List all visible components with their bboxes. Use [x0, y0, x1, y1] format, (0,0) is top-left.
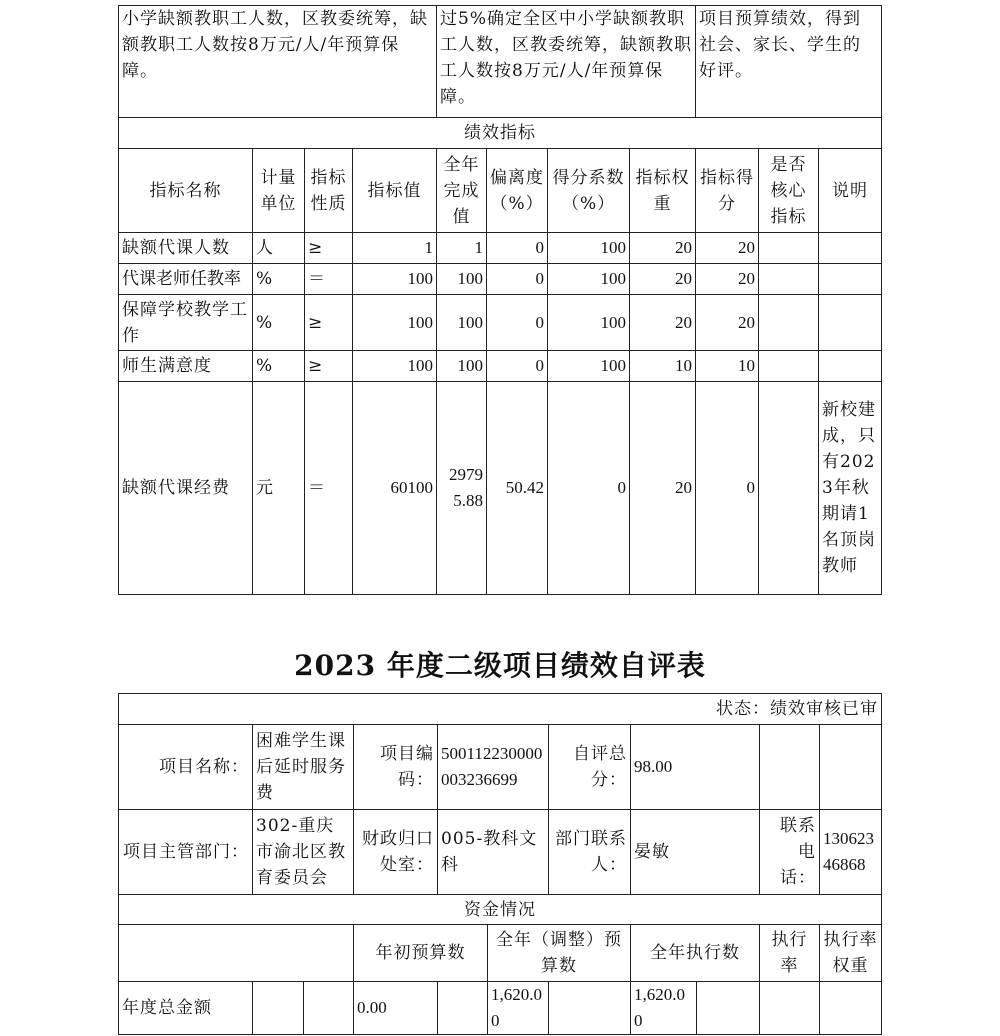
project-code: 500112230000003236699	[438, 725, 549, 810]
empty-cell	[820, 982, 882, 1035]
row-deviation: 0	[487, 351, 548, 382]
row-coefficient: 100	[548, 264, 630, 295]
perf-section-title: 绩效指标	[119, 118, 882, 149]
row-weight: 20	[630, 382, 696, 595]
status-badge: 状态：绩效审核已审	[119, 694, 882, 725]
row-core	[759, 382, 819, 595]
row-name: 代课老师任教率	[119, 264, 253, 295]
header-coefficient: 得分系数（%）	[548, 149, 630, 233]
funds-header-row	[119, 925, 882, 982]
performance-table	[118, 5, 882, 595]
adjusted-budget: 1,620.00	[488, 982, 549, 1035]
row-score: 20	[696, 295, 759, 351]
row-nature: ≥	[305, 233, 353, 264]
row-unit: %	[253, 264, 305, 295]
row-core	[759, 233, 819, 264]
row-done: 29795.88	[437, 382, 487, 595]
row-done: 100	[437, 351, 487, 382]
row-name: 保障学校教学工作	[119, 295, 253, 351]
table-row	[119, 233, 882, 264]
header-deviation: 偏离度（%）	[487, 149, 548, 233]
department-row	[119, 810, 882, 895]
row-note	[819, 295, 882, 351]
description-col2: 过5%确定全区中小学缺额教职工人数，区教委统筹，缺额教职工人数按8万元/人/年预算保障。	[437, 6, 696, 118]
row-deviation: 0	[487, 264, 548, 295]
row-coefficient: 0	[548, 382, 630, 595]
empty-cell	[820, 725, 882, 810]
description-col1: 小学缺额教职工人数，区教委统筹，缺额教职工人数按8万元/人/年预算保障。	[119, 6, 437, 118]
row-unit: %	[253, 295, 305, 351]
header-initial-budget: 年初预算数	[354, 925, 488, 982]
row-deviation: 0	[487, 295, 548, 351]
header-nature: 指标性质	[305, 149, 353, 233]
header-value: 指标值	[353, 149, 437, 233]
header-exec-rate: 执行率	[760, 925, 820, 982]
total-label: 年度总金额	[119, 982, 253, 1035]
row-score: 20	[696, 233, 759, 264]
row-score: 0	[696, 382, 759, 595]
description-row	[119, 6, 882, 118]
contact-label: 部门联系人：	[549, 810, 631, 895]
project-name-label: 项目名称：	[119, 725, 253, 810]
funds-section-title: 资金情况	[119, 895, 882, 925]
row-score: 10	[696, 351, 759, 382]
table-row	[119, 264, 882, 295]
executed-amount: 1,620.00	[631, 982, 697, 1035]
row-nature: ＝	[305, 382, 353, 595]
row-done: 1	[437, 233, 487, 264]
row-note: 新校建成，只有2023年秋期请1名顶岗教师	[819, 382, 882, 595]
dept-label: 项目主管部门：	[119, 810, 253, 895]
perf-header-row	[119, 149, 882, 233]
empty-cell	[760, 982, 820, 1035]
empty-cell	[760, 725, 820, 810]
row-name: 师生满意度	[119, 351, 253, 382]
row-coefficient: 100	[548, 295, 630, 351]
row-value: 60100	[353, 382, 437, 595]
empty-cell	[119, 925, 354, 982]
header-done: 全年完成值	[437, 149, 487, 233]
row-value: 100	[353, 351, 437, 382]
row-weight: 20	[630, 295, 696, 351]
row-name: 缺额代课人数	[119, 233, 253, 264]
header-note: 说明	[819, 149, 882, 233]
row-nature: ≥	[305, 295, 353, 351]
project-info-row	[119, 725, 882, 810]
phone-value: 13062346868	[820, 810, 882, 895]
page-title: 2023 年度二级项目绩效自评表	[294, 649, 706, 682]
finance-label: 财政归口处室：	[354, 810, 438, 895]
self-evaluation-table	[118, 693, 882, 1035]
empty-cell	[304, 982, 354, 1035]
self-score-label: 自评总分：	[549, 725, 631, 810]
table-row	[119, 351, 882, 382]
row-score: 20	[696, 264, 759, 295]
initial-budget: 0.00	[354, 982, 438, 1035]
row-note	[819, 264, 882, 295]
project-name: 困难学生课后延时服务费	[253, 725, 354, 810]
row-unit: %	[253, 351, 305, 382]
description-col3: 项目预算绩效，得到社会、家长、学生的好评。	[696, 6, 882, 118]
row-core	[759, 264, 819, 295]
empty-cell	[438, 982, 488, 1035]
header-score: 指标得分	[696, 149, 759, 233]
row-deviation: 50.42	[487, 382, 548, 595]
dept-value: 302-重庆市渝北区教育委员会	[253, 810, 354, 895]
phone-label: 联系电话：	[760, 810, 820, 895]
empty-cell	[697, 982, 760, 1035]
row-nature: ≥	[305, 351, 353, 382]
header-executed: 全年执行数	[631, 925, 760, 982]
empty-cell	[253, 982, 304, 1035]
project-code-label: 项目编码：	[354, 725, 438, 810]
header-adjusted-budget: 全年（调整）预算数	[488, 925, 631, 982]
row-core	[759, 295, 819, 351]
row-weight: 20	[630, 264, 696, 295]
header-exec-rate-weight: 执行率权重	[820, 925, 882, 982]
table-row	[119, 382, 882, 595]
finance-value: 005-教科文科	[438, 810, 549, 895]
header-weight: 指标权重	[630, 149, 696, 233]
row-weight: 20	[630, 233, 696, 264]
row-nature: ＝	[305, 264, 353, 295]
row-done: 100	[437, 295, 487, 351]
empty-cell	[549, 982, 631, 1035]
row-value: 1	[353, 233, 437, 264]
row-coefficient: 100	[548, 233, 630, 264]
row-unit: 人	[253, 233, 305, 264]
header-indicator-name: 指标名称	[119, 149, 253, 233]
row-unit: 元	[253, 382, 305, 595]
row-done: 100	[437, 264, 487, 295]
row-deviation: 0	[487, 233, 548, 264]
header-unit: 计量单位	[253, 149, 305, 233]
header-core: 是否核心指标	[759, 149, 819, 233]
contact-value: 晏敏	[631, 810, 760, 895]
row-value: 100	[353, 264, 437, 295]
row-value: 100	[353, 295, 437, 351]
table-row	[119, 982, 882, 1035]
self-score: 98.00	[631, 725, 760, 810]
row-coefficient: 100	[548, 351, 630, 382]
row-weight: 10	[630, 351, 696, 382]
row-note	[819, 233, 882, 264]
table-row	[119, 295, 882, 351]
row-name: 缺额代课经费	[119, 382, 253, 595]
row-core	[759, 351, 819, 382]
row-note	[819, 351, 882, 382]
